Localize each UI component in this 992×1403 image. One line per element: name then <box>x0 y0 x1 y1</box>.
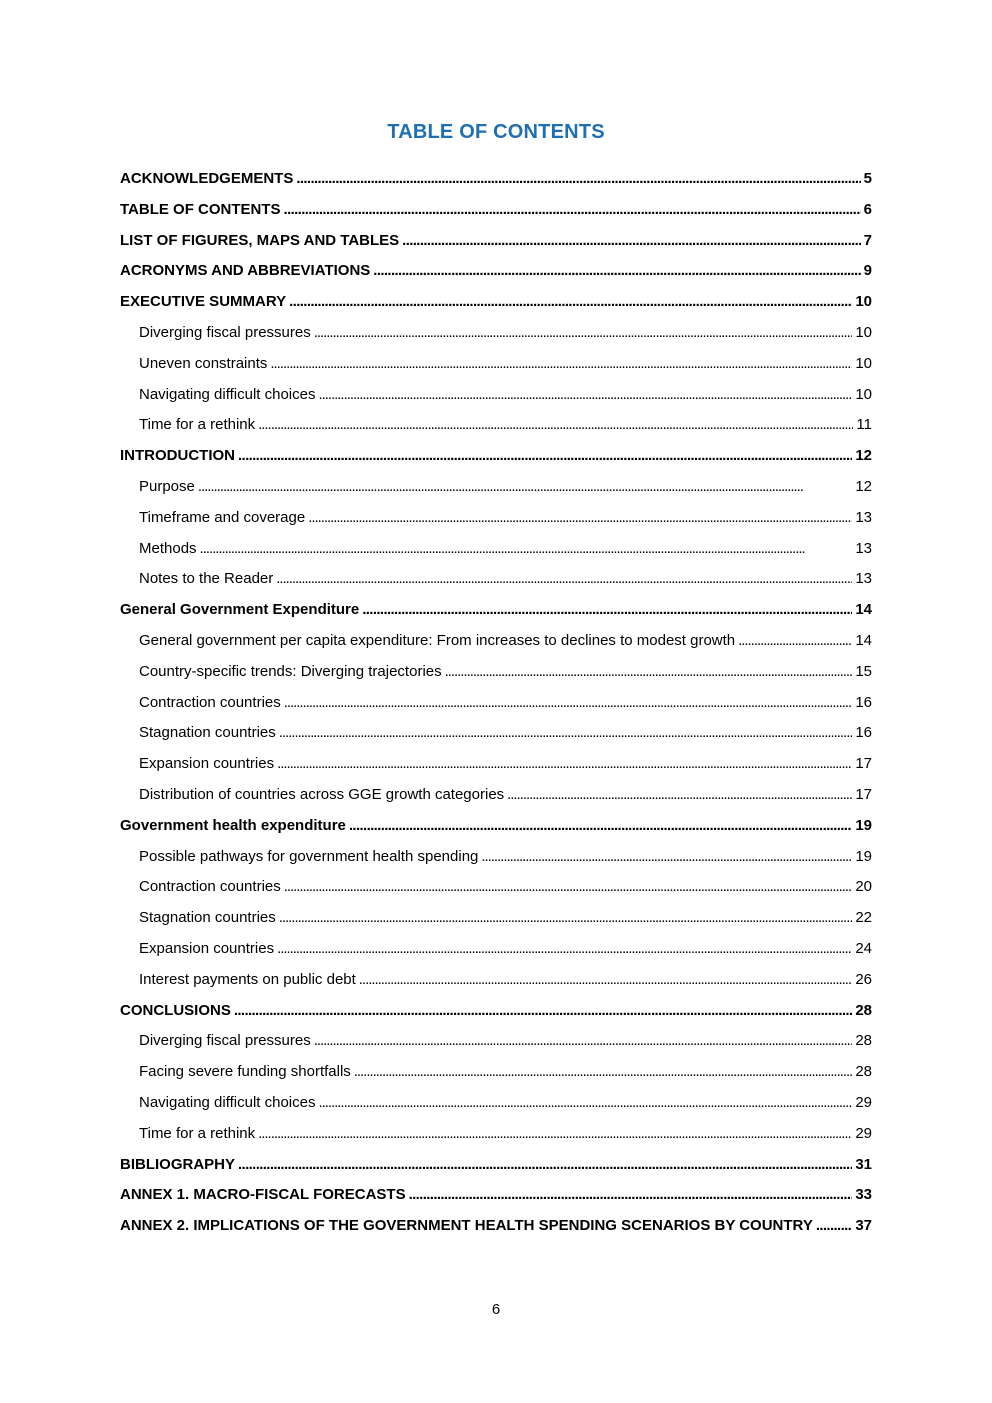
toc-subsection-entry[interactable] <box>120 780 872 811</box>
toc-entry-page-number: 12 <box>855 447 872 465</box>
dot-leader <box>318 380 852 411</box>
toc-section-entry[interactable] <box>120 1180 872 1211</box>
dot-leader <box>258 1119 852 1150</box>
dot-leader <box>816 1211 852 1242</box>
dot-leader <box>279 903 853 934</box>
toc-entry-label: ANNEX 1. MACRO-FISCAL FORECASTS <box>120 1186 406 1204</box>
toc-entry-label: CONCLUSIONS <box>120 1001 231 1019</box>
toc-entry-page-number: 9 <box>863 262 872 280</box>
toc-entry-page-number: 10 <box>855 354 872 372</box>
dot-leader <box>270 349 852 380</box>
toc-entry-label: Distribution of countries across GGE growth categories <box>139 785 505 803</box>
toc-entry-page-number: 31 <box>855 1155 872 1173</box>
toc-subsection-entry[interactable] <box>120 657 872 688</box>
toc-entry-label: Methods <box>139 539 197 557</box>
dot-leader <box>238 1150 852 1181</box>
toc-section-entry[interactable] <box>120 256 872 287</box>
toc-entry-page-number: 10 <box>855 323 872 341</box>
toc-entry-label: ACRONYMS AND ABBREVIATIONS <box>120 262 371 280</box>
toc-subsection-entry[interactable] <box>120 903 872 934</box>
dot-leader <box>277 749 852 780</box>
toc-entry-label: Time for a rethink <box>139 416 256 434</box>
dot-leader <box>277 934 852 965</box>
dot-leader <box>289 287 852 318</box>
toc-section-entry[interactable] <box>120 195 872 226</box>
toc-entry-page-number: 19 <box>855 816 872 834</box>
toc-subsection-entry[interactable] <box>120 380 872 411</box>
toc-section-entry[interactable] <box>120 595 872 626</box>
dot-leader <box>238 441 852 472</box>
toc-entry-label: Facing severe funding shortfalls <box>139 1063 351 1081</box>
toc-entry-label: Government health expenditure <box>120 816 346 834</box>
toc-entry-page-number: 28 <box>855 1063 872 1081</box>
dot-leader <box>738 626 852 657</box>
toc-entry-page-number: 5 <box>863 170 872 187</box>
toc-entry-label: TABLE OF CONTENTS <box>120 200 281 218</box>
toc-subsection-entry[interactable] <box>120 1026 872 1057</box>
toc-section-entry[interactable] <box>120 1211 872 1242</box>
toc-entry-label: Purpose <box>139 477 195 495</box>
dot-leader <box>308 503 852 534</box>
toc-entry-page-number: 7 <box>863 231 872 249</box>
toc-entry-page-number: 29 <box>855 1093 872 1111</box>
toc-subsection-entry[interactable] <box>120 749 872 780</box>
toc-entry-label: Stagnation countries <box>139 909 276 927</box>
toc-section-entry[interactable] <box>120 1150 872 1181</box>
toc-entry-label: Country-specific trends: Diverging trajectories <box>139 662 442 680</box>
dot-leader <box>318 1088 852 1119</box>
toc-entry-label: General Government Expenditure <box>120 601 360 619</box>
toc-subsection-entry[interactable] <box>120 318 872 349</box>
toc-subsection-entry[interactable] <box>120 965 872 996</box>
dot-leader <box>284 195 861 226</box>
toc-entry-page-number: 29 <box>855 1124 872 1142</box>
toc-entry-page-number: 22 <box>855 909 872 927</box>
toc-entry-page-number: 24 <box>855 939 872 957</box>
toc-subsection-entry[interactable] <box>120 503 872 534</box>
toc-subsection-entry[interactable] <box>120 842 872 873</box>
toc-entry-label: Notes to the Reader <box>139 570 274 588</box>
toc-subsection-entry[interactable] <box>120 1119 872 1150</box>
toc-entry-label: Contraction countries <box>139 693 281 711</box>
dot-leader <box>481 842 852 873</box>
toc-subsection-entry[interactable] <box>120 872 872 903</box>
dot-leader <box>314 318 853 349</box>
dot-leader <box>445 657 853 688</box>
toc-entry-label: INTRODUCTION <box>120 447 235 465</box>
toc-entry-page-number: 17 <box>855 785 872 803</box>
toc-entry-label: EXECUTIVE SUMMARY <box>120 293 287 311</box>
dot-leader <box>409 1180 853 1211</box>
page-title: TABLE OF CONTENTS <box>387 121 605 143</box>
toc-section-entry[interactable] <box>120 441 872 472</box>
toc-entry-page-number: 37 <box>855 1217 872 1235</box>
toc-section-entry[interactable] <box>120 996 872 1027</box>
dot-leader <box>507 780 852 811</box>
toc-entry-page-number: 10 <box>855 293 872 311</box>
toc-section-entry[interactable] <box>120 164 872 195</box>
toc-entry-page-number: 12 <box>855 477 872 495</box>
dot-leader <box>200 534 853 565</box>
toc-entry-page-number: 15 <box>855 662 872 680</box>
toc-entry-page-number: 33 <box>855 1186 872 1204</box>
toc-subsection-entry[interactable] <box>120 1057 872 1088</box>
toc-entry-page-number: 28 <box>855 1001 872 1019</box>
toc-entry-page-number: 26 <box>855 970 872 988</box>
dot-leader <box>296 164 860 195</box>
toc-entry-page-number: 6 <box>863 200 872 218</box>
toc-entry-page-number: 16 <box>855 724 872 742</box>
toc-subsection-entry[interactable] <box>120 626 872 657</box>
toc-entry-label: Navigating difficult choices <box>139 385 316 403</box>
toc-entry-page-number: 14 <box>855 601 872 619</box>
toc-subsection-entry[interactable] <box>120 472 872 503</box>
toc-entry-label: Expansion countries <box>139 755 275 773</box>
toc-entry-label: Interest payments on public debt <box>139 970 356 988</box>
toc-entry-label: General government per capita expenditure: From increases to declines to modest growth <box>139 631 736 649</box>
toc-entry-page-number: 16 <box>855 693 872 711</box>
dot-leader <box>349 811 852 842</box>
toc-entry-label: BIBLIOGRAPHY <box>120 1155 236 1173</box>
toc-entry-label: Uneven constraints <box>139 354 268 372</box>
dot-leader <box>198 472 852 503</box>
dot-leader <box>284 872 853 903</box>
toc-entry-label: Diverging fiscal pressures <box>139 323 311 341</box>
toc-section-entry[interactable] <box>120 811 872 842</box>
toc-entry-label: ACKNOWLEDGEMENTS <box>120 170 294 187</box>
toc-entry-page-number: 13 <box>855 570 872 588</box>
toc-subsection-entry[interactable] <box>120 934 872 965</box>
dot-leader <box>314 1026 853 1057</box>
toc-subsection-entry[interactable] <box>120 688 872 719</box>
dot-leader <box>402 226 860 257</box>
dot-leader <box>258 410 853 441</box>
toc-subsection-entry[interactable] <box>120 534 872 565</box>
toc-entry-label: Time for a rethink <box>139 1124 256 1142</box>
toc-subsection-entry[interactable] <box>120 564 872 595</box>
dot-leader <box>276 564 852 595</box>
dot-leader <box>279 718 853 749</box>
toc-entry-page-number: 13 <box>855 539 872 557</box>
page-number: 6 <box>491 1301 501 1318</box>
toc-entry-label: Timeframe and coverage <box>139 508 306 526</box>
toc-entry-page-number: 10 <box>855 385 872 403</box>
toc-subsection-entry[interactable] <box>120 718 872 749</box>
toc-entry-page-number: 28 <box>855 1032 872 1050</box>
dot-leader <box>234 996 852 1027</box>
toc-entry-label: Navigating difficult choices <box>139 1093 316 1111</box>
toc-subsection-entry[interactable] <box>120 1088 872 1119</box>
dot-leader <box>373 256 860 287</box>
toc-section-entry[interactable] <box>120 287 872 318</box>
toc-entry-label: Expansion countries <box>139 939 275 957</box>
dot-leader <box>284 688 853 719</box>
toc-entry-page-number: 19 <box>855 847 872 865</box>
dot-leader <box>362 595 852 626</box>
toc-entry-label: Diverging fiscal pressures <box>139 1032 311 1050</box>
toc-section-entry[interactable] <box>120 226 872 257</box>
toc-entry-page-number: 11 <box>856 416 872 434</box>
toc-subsection-entry[interactable] <box>120 349 872 380</box>
toc-entry-page-number: 20 <box>855 878 872 896</box>
toc-entry-page-number: 14 <box>855 631 872 649</box>
toc-subsection-entry[interactable] <box>120 410 872 441</box>
toc-entry-label: Contraction countries <box>139 878 281 896</box>
toc-entry-label: Possible pathways for government health spending <box>139 847 479 865</box>
toc-entry-page-number: 13 <box>855 508 872 526</box>
dot-leader <box>354 1057 853 1088</box>
toc-entry-label: Stagnation countries <box>139 724 276 742</box>
table-of-contents <box>120 164 872 1242</box>
dot-leader <box>359 965 853 996</box>
toc-entry-page-number: 17 <box>855 755 872 773</box>
toc-entry-label: ANNEX 2. IMPLICATIONS OF THE GOVERNMENT HEALTH SPENDING SCENARIOS BY COUNTRY <box>120 1217 813 1235</box>
toc-entry-label: LIST OF FIGURES, MAPS AND TABLES <box>120 231 400 249</box>
